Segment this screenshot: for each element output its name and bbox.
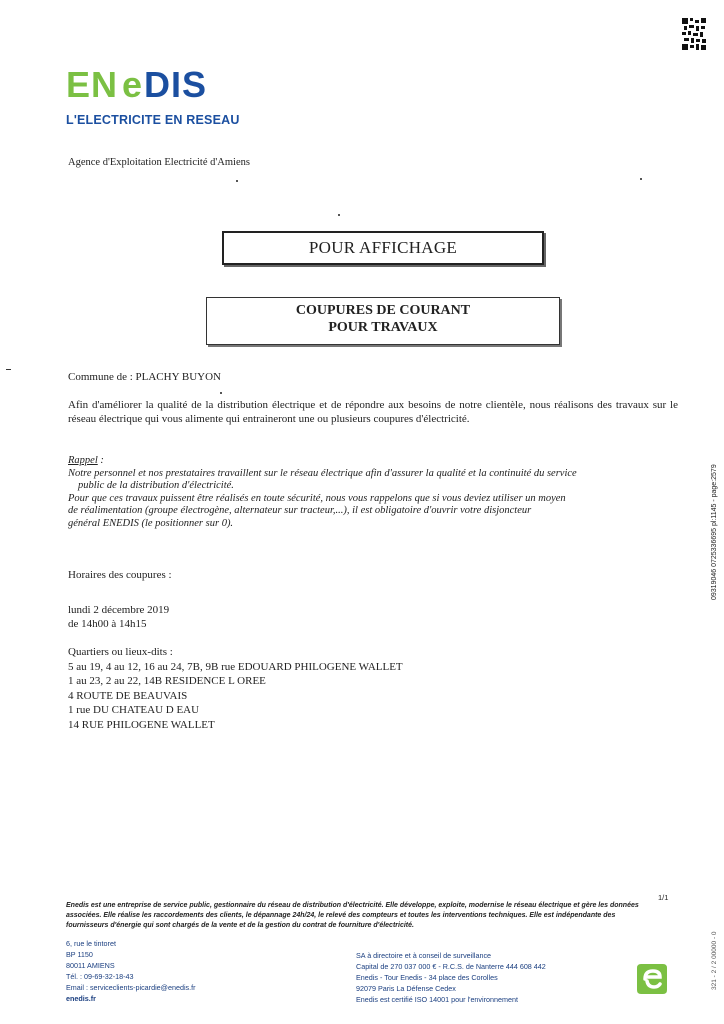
schedule-date: lundi 2 décembre 2019 (68, 604, 170, 616)
page-indicator: 1/1 (658, 893, 669, 902)
reminder-title: Rappel (68, 455, 98, 466)
logo-tagline: L'ELECTRICITE EN RESEAU (66, 113, 240, 127)
notice-title: POUR AFFICHAGE (222, 231, 544, 265)
svg-text:e: e (122, 66, 144, 102)
location-item: 14 RUE PHILOGENE WALLET (68, 718, 215, 731)
commune: Commune de : PLACHY BUYON (68, 371, 221, 383)
footnote (66, 901, 666, 931)
schedule-time: de 14h00 à 14h15 (68, 618, 147, 630)
scan-speck (220, 392, 222, 394)
address-block (66, 938, 196, 1004)
company-info (356, 950, 546, 1005)
company-line: Enedis - Tour Enedis - 34 place des Corolles (356, 973, 498, 982)
address-bp: BP 1150 (66, 950, 93, 959)
schedule-heading: Horaires des coupures : (68, 569, 172, 581)
reminder-text: général ENEDIS (le positionner sur 0). (68, 517, 234, 529)
subject-box (206, 297, 560, 345)
location-item: 4 ROUTE DE BEAUVAIS (68, 689, 188, 702)
subject-line-1: COUPURES DE COURANT (295, 303, 471, 318)
location-item: 1 rue DU CHATEAU D EAU (68, 704, 200, 716)
enedis-logo-icon (66, 66, 226, 102)
locations (68, 645, 403, 732)
company-line: Enedis est certifié ISO 14001 pour l'environnement (356, 995, 518, 1004)
intro-paragraph: Afin d'améliorer la qualité de la distribution électrique et de répondre aux besoins de notre clientèle, nous réalisons des travaux sur le réseau électrique qui vous alimente qui entraineront une ou plusieurs coupures d'électricité. (68, 399, 678, 425)
reminder-text: Pour que ces travaux puissent être réalisés en toute sécurité, nous vous rappelons que si vous deviez utiliser un moyen (68, 492, 566, 504)
address-phone: Tél. : 09-69-32-18-43 (66, 972, 134, 981)
reminder-title-suffix: : (97, 455, 104, 466)
reminder-text: de réalimentation (groupe électrogène, alternateur sur tracteur,...), il est obligatoire d'ouvrir votre disjoncteur (68, 505, 532, 516)
address-street: 6, rue le tintoret (66, 939, 116, 948)
locations-heading: Quartiers ou lieux-dits : (68, 646, 173, 658)
location-item: 1 au 23, 2 au 22, 14B RESIDENCE L OREE (68, 675, 266, 687)
scan-speck (640, 178, 642, 180)
subject-line-2: POUR TRAVAUX (328, 320, 438, 335)
reminder-text: public de la distribution d'électricité. (78, 480, 234, 491)
reminder-text: Notre personnel et nos prestataires travaillent sur le réseau électrique afin d'assurer la qualité et la continuité du service (68, 467, 577, 479)
location-item: 5 au 19, 4 au 12, 16 au 24, 7B, 9B rue EDOUARD PHILOGENE WALLET (68, 660, 403, 673)
footnote-line: associées. Elle réalise les raccordements des clients, le dépannage 24h/24, le relevé des compteurs et toutes les interventions techniques. Elle est indépendante des (66, 912, 616, 919)
enedis-logo (66, 66, 240, 127)
reminder-heading (68, 455, 678, 468)
website-link: enedis.fr (66, 994, 96, 1003)
side-reference-bottom: 321 - 2 / 2 00000 - 0 (711, 931, 718, 990)
scan-speck (338, 214, 340, 216)
enedis-badge-icon (635, 962, 669, 996)
svg-text:DIS: DIS (144, 66, 208, 102)
logo-wordmark (66, 66, 240, 108)
qr-code-icon (682, 18, 706, 50)
footnote-line: Enedis est une entreprise de service public, gestionnaire du réseau de distribution d'électricité. Elle développe, exploite, modernise le réseau électrique et gère les données (66, 902, 639, 909)
address-email: Email : serviceclients-picardie@enedis.fr (66, 983, 196, 992)
company-line: Capital de 270 037 000 € - R.C.S. de Nanterre 444 608 442 (356, 962, 546, 971)
reminder-section (68, 455, 678, 530)
scan-mark (6, 369, 11, 370)
svg-text:EN: EN (66, 66, 119, 102)
side-reference: 09319046 0725336695 pl:1145 - page:2579 (711, 464, 718, 600)
agency-name: Agence d'Exploitation Electricité d'Amiens (68, 157, 250, 168)
schedule (68, 603, 169, 631)
footnote-line: fournisseurs d'énergie qui sont chargés de la vente et de la gestion du contrat de fourniture d'électricité. (66, 922, 414, 929)
company-line: 92079 Paris La Défense Cedex (356, 984, 456, 993)
address-city: 80011 AMIENS (66, 961, 115, 970)
scan-speck (236, 180, 238, 182)
company-line: SA à directoire et à conseil de surveillance (356, 951, 492, 960)
